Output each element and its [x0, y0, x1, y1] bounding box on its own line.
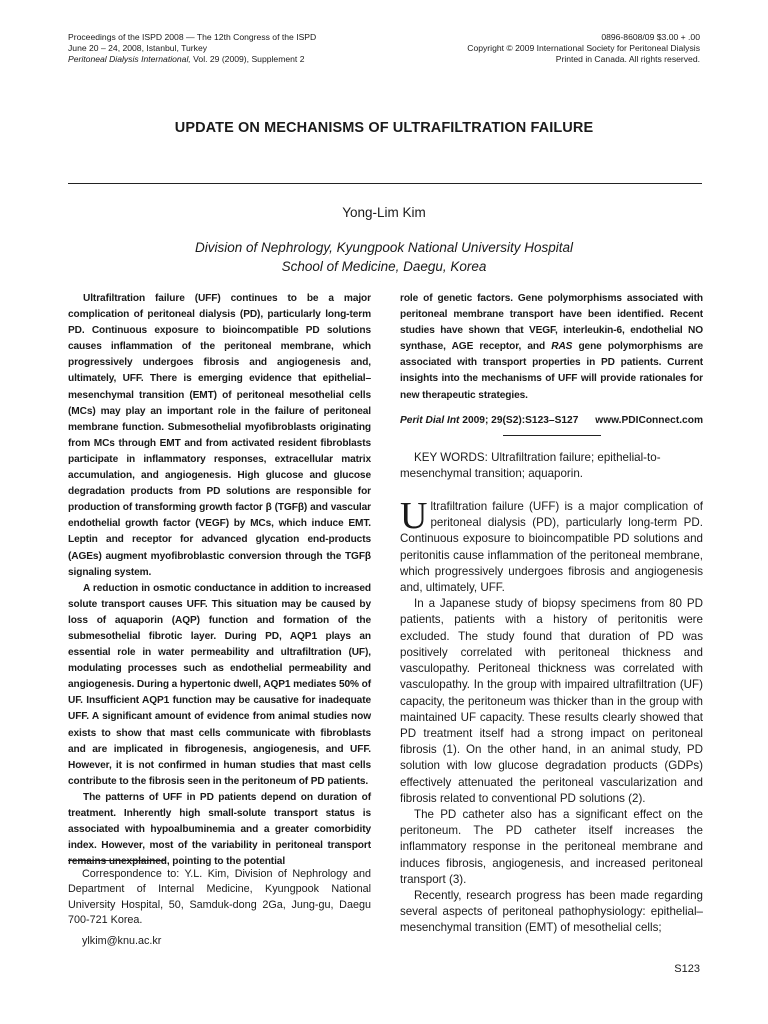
author-name: Yong-Lim Kim [342, 205, 426, 220]
affiliation-line-2: School of Medicine, Daegu, Korea [281, 259, 487, 274]
citation-line [400, 413, 703, 429]
title-divider [68, 183, 702, 184]
abstract-cont-ras: RAS [551, 341, 573, 353]
abstract-end-rule [503, 435, 601, 436]
footnote-divider [68, 860, 166, 861]
abstract-cont-b: gene polymorphisms are associated with transport properties in PD patients. Current insights into the mechanisms of UFF will provide rationales for new therapeutic strategies. [400, 341, 703, 401]
citation-details: 2009; 29(S2):S123–S127 [459, 414, 579, 426]
citation-reference [400, 413, 578, 429]
body-paragraph-1 [400, 495, 703, 596]
affiliation-line-1: Division of Nephrology, Kyungpook National University Hospital [195, 240, 573, 255]
right-column [400, 291, 703, 937]
header-issn: 0896-8608/09 $3.00 + .00 [601, 32, 700, 42]
running-header-right [467, 32, 700, 65]
abstract-paragraph-3: The patterns of UFF in PD patients depend on duration of treatment. Inherently high small-solute transport status is associated with hypoalbuminemia and a greater comorbidity index. However, most of the variability in peritoneal transport remains unexplained, pointing to the potential [68, 791, 371, 868]
footnote-email: ylkim@knu.ac.kr [82, 934, 162, 947]
keywords: KEY WORDS: Ultrafiltration failure; epithelial-to-mesenchymal transition; aquaporin. [400, 450, 661, 480]
citation-journal: Perit Dial Int [400, 414, 460, 426]
page-number: S123 [674, 963, 700, 975]
left-column [68, 291, 371, 870]
body-paragraph-3: The PD catheter also has a significant effect on the peritoneum. The PD catheter itself increases the inflammatory response in the peritoneal membrane and induces fibrosis, angiogenesis, and increased peritoneal transport (3). [400, 807, 703, 886]
header-volume: Vol. 29 (2009), Supplement 2 [190, 54, 305, 64]
body-paragraph-2: In a Japanese study of biopsy specimens from 80 PD patients, patients with a history of peritonitis were excluded. The study found that duration of PD was positively correlated with peritoneal thickness and vasculopathy. Peritoneal thickness was correlated with vasculopathy. In the group with impaired ultrafiltration (UF) capacity, the peritoneum was thicker than in the group with maintained UF capacity. These results clearly showed that PD treatment itself had a strong impact on peritoneal fibrosis (1). On the other hand, in an animal study, PD solution with low glucose degradation products (GDPs) effectively attenuated the peritoneal vascularization and fibrosis related to conventional PD solutions (2). [400, 597, 703, 805]
abstract-paragraph-2: A reduction in osmotic conductance in addition to increased solute transport causes UFF. This situation may be caused by loss of aquaporin (AQP) function and formation of the submesothelial fibrotic layer. During PD, AQP1 plays an essential role in water permeability and ultrafiltration (UF), modulating processes such as endothelial permeability and angiogenesis. During a hypertonic dwell, AQP1 mediates 50% of UF. Insufficient AQP1 function may be causative for inadequate UFF. A significant amount of evidence from animal studies now exists to show that mast cells communicate with fibroblasts and are implicated in fibrogenesis, angiogenesis, and UFF. However, it is not confirmed in human studies that mast cells contribute to the fibrosis seen in the peritoneum of PD patients. [68, 582, 371, 787]
footnote-correspondence: Correspondence to: Y.L. Kim, Division of Nephrology and Department of Internal Medicine, Kyungpook National University Hospital, 50, Samduk-dong 2Ga, Jung-gu, Daegu 700-721 Korea. [68, 868, 371, 927]
body-paragraph-4: Recently, research progress has been made regarding several aspects of peritoneal pathophysiology: epithelial–mesenchymal transition (EMT) of mesothelial cells; [400, 888, 703, 935]
header-copyright: Copyright © 2009 International Society for Peritoneal Dialysis [467, 43, 700, 53]
footnote [68, 867, 371, 949]
abstract-paragraph-1: Ultrafiltration failure (UFF) continues to be a major complication of peritoneal dialysis (PD), particularly long-term PD. Continuous exposure to bioincompatible PD solutions causes inflammation of the peritoneal membrane, which progressively undergoes fibrosis and angiogenesis and, ultimately, UFF. There is emerging evidence that epithelial–mesenchymal transition (EMT) of peritoneal mesothelial cells (MCs) may play an important role in the failure of peritoneal membrane function. Submesothelial myofibroblasts originating from MCs through EMT and from activated resident fibroblasts participate in inflammatory responses, extracellular matrix accumulation, and angiogenesis. High glucose and glucose degradation products from PD solutions are responsible for production of transforming growth factor β (TGFβ) and vascular endothelial growth factor (VEGF) by MCs, which induce EMT. Leptin and receptor for advanced glycation end-products (AGEs) augment myofibroblastic conversion through the TGFβ signaling system. [68, 293, 371, 578]
body-paragraph-1-text: ltrafiltration failure (UFF) is a major complication of peritoneal dialysis (PD), particularly long-term PD. Continuous exposure to bioincompatible PD solutions and peritonitis cause inflammation of the peritoneal membrane, which progressively undergoes fibrosis and angiogenesis and, ultimately, UFF. [400, 500, 703, 595]
citation-website: www.PDIConnect.com [595, 414, 703, 426]
header-journal-name: Peritoneal Dialysis International, [68, 54, 191, 64]
affiliation [0, 238, 768, 276]
drop-cap: U [400, 495, 428, 538]
header-journal-line [68, 54, 316, 65]
header-dates: June 20 – 24, 2008, Istanbul, Turkey [68, 43, 208, 53]
header-printed: Printed in Canada. All rights reserved. [555, 54, 700, 64]
abstract-paragraph-3-continued [400, 291, 703, 404]
header-proceedings: Proceedings of the ISPD 2008 — The 12th Congress of the ISPD [68, 32, 317, 42]
article-title: UPDATE ON MECHANISMS OF ULTRAFILTRATION FAILURE [174, 120, 594, 136]
abstract-cont-a: role of genetic factors. Gene polymorphisms associated with peritoneal membrane transport have been identified. Recent studies have shown that VEGF, interleukin-6, endothelial NO synthase, AGE receptor, and [400, 293, 703, 353]
running-header-left [68, 32, 316, 65]
